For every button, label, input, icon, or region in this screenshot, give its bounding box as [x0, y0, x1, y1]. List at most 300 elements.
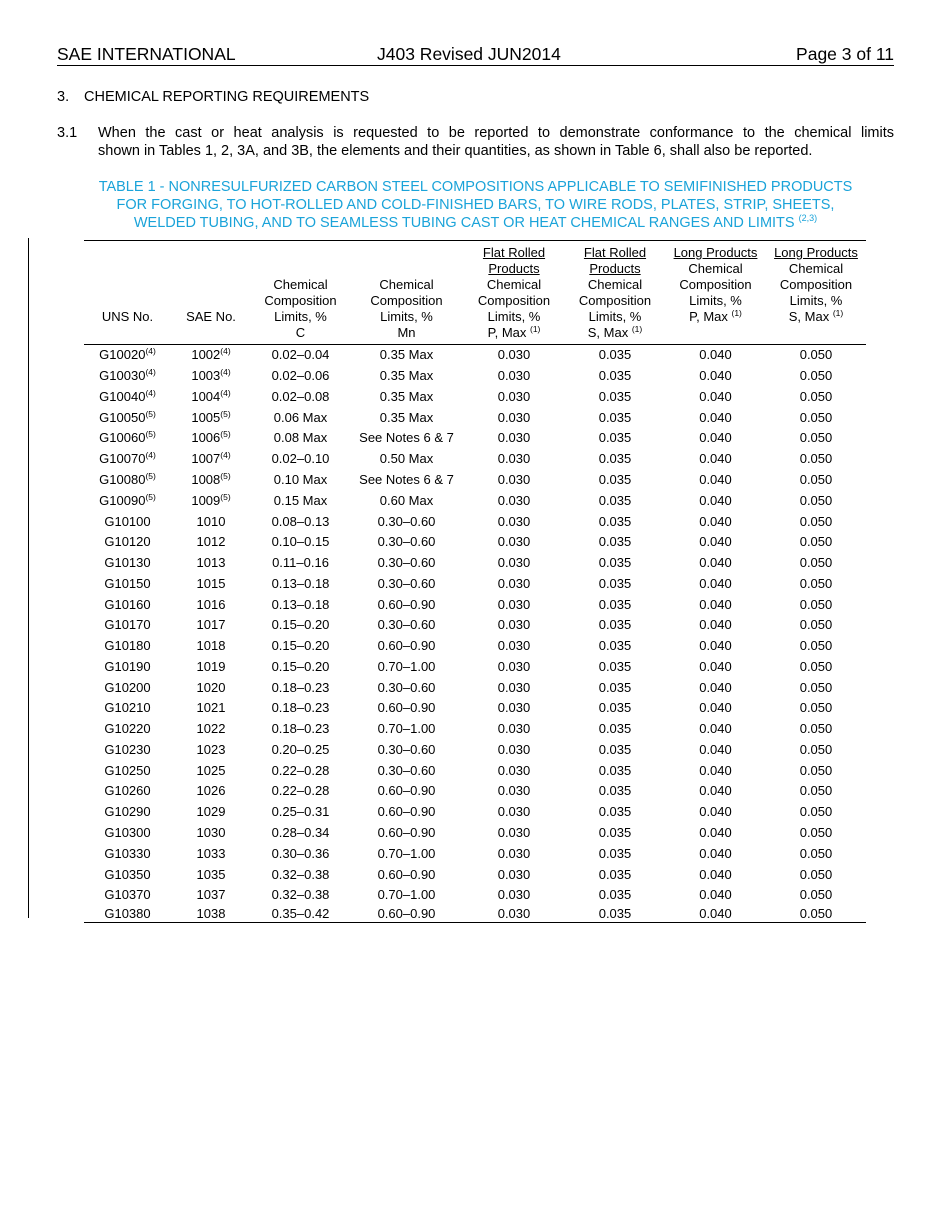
cell-flat-rolled-p-max-value: 0.030	[497, 700, 531, 716]
cell-flat-rolled-p-max	[463, 594, 565, 615]
cell-manganese-value: See Notes 6 & 7	[359, 471, 454, 487]
cell-long-products-s-max-value: 0.050	[799, 638, 833, 654]
cell-uns-no	[84, 573, 171, 594]
cell-sae-no	[171, 387, 251, 408]
cell-uns-no	[84, 407, 171, 428]
cell-uns-no	[84, 906, 171, 923]
cell-manganese	[350, 366, 463, 387]
cell-long-products-s-max-value: 0.050	[799, 368, 833, 384]
cell-flat-rolled-p-max-value: 0.030	[497, 430, 531, 446]
cell-carbon-value: 0.08–0.13	[271, 513, 330, 529]
cell-flat-rolled-s-max	[565, 407, 665, 428]
cell-flat-rolled-p-max	[463, 511, 565, 532]
cell-flat-rolled-p-max	[463, 449, 565, 470]
cell-manganese-value: 0.35 Max	[379, 409, 434, 425]
cell-carbon	[251, 470, 350, 491]
cell-uns-no-value: G10380	[104, 905, 151, 921]
header-note-ref: (1)	[832, 308, 844, 318]
note-ref: (5)	[220, 408, 231, 419]
cell-uns-no	[84, 760, 171, 781]
cell-flat-rolled-s-max-value: 0.035	[598, 804, 632, 820]
cell-flat-rolled-p-max-value: 0.030	[497, 513, 531, 529]
cell-flat-rolled-s-max-value: 0.035	[598, 575, 632, 591]
cell-long-products-p-max	[665, 407, 766, 428]
header-long-products-p	[665, 241, 766, 345]
cell-flat-rolled-s-max	[565, 740, 665, 761]
header-long-products-s-line: Chemical	[788, 261, 844, 276]
note-ref: (5)	[220, 491, 231, 502]
cell-long-products-p-max-value: 0.040	[699, 658, 732, 674]
cell-flat-rolled-p-max-value: 0.030	[497, 824, 531, 840]
cell-long-products-s-max	[766, 698, 866, 719]
cell-flat-rolled-p-max	[463, 553, 565, 574]
cell-manganese	[350, 594, 463, 615]
cell-long-products-s-max-value: 0.050	[799, 388, 833, 404]
header-long-products-p-line: Limits, %	[689, 293, 742, 308]
cell-manganese	[350, 511, 463, 532]
cell-long-products-p-max	[665, 719, 766, 740]
cell-flat-rolled-p-max-value: 0.030	[497, 555, 531, 571]
cell-long-products-p-max	[665, 864, 766, 885]
cell-long-products-s-max-value: 0.050	[799, 905, 833, 921]
cell-long-products-p-max	[665, 823, 766, 844]
cell-long-products-p-max	[665, 656, 766, 677]
header-long-products-p-last	[665, 309, 766, 325]
cell-sae-no-value: 1020	[196, 679, 226, 695]
table-row	[84, 449, 866, 470]
cell-flat-rolled-s-max-value: 0.035	[598, 866, 632, 882]
cell-carbon	[251, 615, 350, 636]
cell-carbon	[251, 387, 350, 408]
header-long-products-s-line: Limits, %	[789, 293, 843, 308]
cell-uns-no-value: G10250	[104, 762, 151, 778]
header-flat-rolled-s-title: Flat Rolled	[583, 245, 647, 260]
cell-sae-no	[171, 573, 251, 594]
cell-sae-no-value: 1013	[196, 555, 226, 571]
cell-long-products-p-max	[665, 532, 766, 553]
cell-uns-no	[84, 740, 171, 761]
cell-carbon	[251, 553, 350, 574]
cell-uns-no-value: G10100	[104, 513, 151, 529]
note-ref: (5)	[145, 429, 156, 440]
cell-long-products-p-max-value: 0.040	[699, 845, 732, 861]
cell-flat-rolled-s-max-value: 0.035	[598, 638, 632, 654]
cell-sae-no	[171, 781, 251, 802]
cell-flat-rolled-p-max	[463, 490, 565, 511]
cell-uns-no	[84, 345, 171, 366]
cell-flat-rolled-p-max-value: 0.030	[497, 388, 531, 404]
cell-long-products-p-max	[665, 428, 766, 449]
cell-carbon-value: 0.15–0.20	[271, 617, 330, 633]
cell-manganese-value: 0.30–0.60	[377, 534, 436, 550]
cell-sae-no	[171, 656, 251, 677]
cell-carbon	[251, 677, 350, 698]
cell-carbon	[251, 823, 350, 844]
cell-sae-no-value: 1010	[196, 513, 226, 529]
cell-long-products-p-max-value: 0.040	[699, 430, 732, 446]
cell-flat-rolled-s-max	[565, 802, 665, 823]
cell-uns-no-value: G10030	[99, 368, 146, 384]
cell-uns-no	[84, 366, 171, 387]
cell-long-products-s-max-value: 0.050	[799, 430, 833, 446]
header-long-products-s-title: Long Products	[774, 245, 858, 260]
cell-flat-rolled-p-max	[463, 906, 565, 923]
note-ref: (4)	[145, 387, 156, 398]
cell-carbon-value: 0.18–0.23	[271, 721, 330, 737]
cell-manganese-value: 0.30–0.60	[377, 741, 436, 757]
cell-long-products-s-max	[766, 864, 866, 885]
header-carbon	[251, 241, 350, 345]
table-row	[84, 781, 866, 802]
paragraph-line-2: shown in Tables 1, 2, 3A, and 3B, the elements and their quantities, as shown in Table 6, shall also be reported.	[98, 143, 813, 159]
cell-carbon	[251, 407, 350, 428]
cell-flat-rolled-s-max	[565, 366, 665, 387]
cell-sae-no	[171, 864, 251, 885]
table-row	[84, 823, 866, 844]
cell-flat-rolled-s-max-value: 0.035	[598, 783, 632, 799]
table-row	[84, 698, 866, 719]
cell-flat-rolled-s-max	[565, 387, 665, 408]
cell-flat-rolled-s-max	[565, 719, 665, 740]
cell-uns-no-value: G10130	[104, 555, 151, 571]
header-manganese-line: Mn	[397, 325, 416, 340]
cell-manganese-value: 0.60–0.90	[377, 824, 436, 840]
table-row	[84, 615, 866, 636]
cell-manganese	[350, 677, 463, 698]
cell-sae-no-value: 1003	[191, 368, 221, 384]
cell-sae-no-value: 1015	[196, 575, 226, 591]
table-title	[57, 178, 894, 232]
cell-carbon	[251, 719, 350, 740]
note-ref: (5)	[145, 491, 156, 502]
cell-flat-rolled-s-max	[565, 553, 665, 574]
cell-long-products-p-max	[665, 366, 766, 387]
cell-flat-rolled-s-max	[565, 698, 665, 719]
cell-carbon-value: 0.32–0.38	[271, 887, 330, 903]
cell-carbon-value: 0.11–0.16	[272, 555, 329, 571]
cell-long-products-p-max-value: 0.040	[699, 824, 732, 840]
cell-manganese-value: 0.60–0.90	[377, 804, 436, 820]
cell-long-products-s-max-value: 0.050	[799, 575, 833, 591]
cell-manganese	[350, 490, 463, 511]
cell-carbon	[251, 781, 350, 802]
cell-uns-no-value: G10370	[104, 887, 151, 903]
cell-long-products-p-max-value: 0.040	[699, 679, 732, 695]
table-title-line-3	[57, 214, 894, 232]
cell-sae-no	[171, 532, 251, 553]
header-manganese-line: Composition	[370, 293, 443, 308]
cell-manganese-value: 0.60–0.90	[377, 783, 436, 799]
header-carbon-line: Chemical	[273, 277, 328, 292]
header-note-ref: (1)	[530, 324, 541, 334]
cell-uns-no-value: G10070	[99, 451, 146, 467]
cell-manganese	[350, 345, 463, 366]
cell-long-products-s-max	[766, 553, 866, 574]
cell-manganese	[350, 719, 463, 740]
cell-sae-no	[171, 906, 251, 923]
cell-long-products-p-max	[665, 615, 766, 636]
cell-long-products-p-max-value: 0.040	[699, 575, 732, 591]
header-flat-rolled-p-line: Chemical	[486, 277, 542, 292]
cell-manganese-value: 0.35 Max	[379, 347, 434, 363]
cell-carbon-value: 0.02–0.10	[271, 451, 330, 467]
cell-long-products-s-max	[766, 470, 866, 491]
table-row	[84, 802, 866, 823]
cell-long-products-p-max-value: 0.040	[699, 388, 732, 404]
cell-carbon-value: 0.30–0.36	[271, 845, 330, 861]
cell-manganese	[350, 449, 463, 470]
section-heading	[57, 88, 369, 106]
cell-uns-no	[84, 719, 171, 740]
header-long-products-p-title: Long Products	[673, 245, 758, 260]
cell-flat-rolled-p-max	[463, 573, 565, 594]
cell-uns-no-value: G10260	[104, 783, 151, 799]
cell-flat-rolled-s-max	[565, 781, 665, 802]
cell-flat-rolled-p-max-value: 0.030	[497, 804, 531, 820]
cell-flat-rolled-p-max-value: 0.030	[497, 534, 531, 550]
cell-flat-rolled-s-max-value: 0.035	[598, 513, 632, 529]
cell-manganese-value: 0.60–0.90	[377, 596, 436, 612]
cell-long-products-s-max-value: 0.050	[799, 783, 833, 799]
cell-long-products-p-max	[665, 553, 766, 574]
cell-flat-rolled-s-max	[565, 594, 665, 615]
note-ref: (5)	[220, 470, 231, 481]
cell-carbon-value: 0.20–0.25	[271, 741, 330, 757]
cell-long-products-p-max-value: 0.040	[699, 887, 732, 903]
cell-manganese	[350, 636, 463, 657]
cell-flat-rolled-s-max	[565, 656, 665, 677]
cell-flat-rolled-s-max-value: 0.035	[598, 492, 632, 508]
cell-flat-rolled-p-max	[463, 864, 565, 885]
cell-long-products-p-max-value: 0.040	[699, 471, 732, 487]
cell-uns-no	[84, 428, 171, 449]
cell-manganese	[350, 885, 463, 906]
cell-flat-rolled-p-max	[463, 823, 565, 844]
cell-flat-rolled-p-max-value: 0.030	[497, 905, 531, 921]
table-title-line-1: TABLE 1 - NONRESULFURIZED CARBON STEEL COMPOSITIONS APPLICABLE TO SEMIFINISHED PRODUCTS	[98, 179, 853, 195]
cell-long-products-s-max-value: 0.050	[799, 887, 833, 903]
table-row	[84, 470, 866, 491]
cell-long-products-p-max-value: 0.040	[699, 783, 732, 799]
cell-flat-rolled-p-max-value: 0.030	[497, 617, 531, 633]
note-ref: (4)	[220, 346, 231, 357]
cell-carbon-value: 0.22–0.28	[271, 783, 330, 799]
table-row	[84, 366, 866, 387]
cell-long-products-p-max-value: 0.040	[699, 492, 732, 508]
cell-long-products-p-max	[665, 511, 766, 532]
cell-flat-rolled-s-max	[565, 511, 665, 532]
cell-long-products-p-max	[665, 636, 766, 657]
cell-uns-no-value: G10080	[99, 471, 146, 487]
cell-flat-rolled-p-max	[463, 843, 565, 864]
cell-sae-no	[171, 885, 251, 906]
header-manganese	[350, 241, 463, 345]
cell-flat-rolled-p-max-value: 0.030	[497, 451, 531, 467]
cell-sae-no-value: 1009	[191, 492, 221, 508]
cell-manganese-value: 0.60 Max	[379, 492, 434, 508]
cell-manganese-value: 0.30–0.60	[377, 513, 436, 529]
header-flat-rolled-p-line: Limits, %	[487, 309, 541, 324]
cell-long-products-s-max-value: 0.050	[799, 679, 833, 695]
table-row	[84, 511, 866, 532]
cell-sae-no	[171, 511, 251, 532]
table-row	[84, 594, 866, 615]
cell-carbon-value: 0.18–0.23	[271, 679, 330, 695]
cell-manganese-value: 0.30–0.60	[377, 575, 436, 591]
cell-long-products-s-max-value: 0.050	[799, 762, 833, 778]
table-row	[84, 760, 866, 781]
note-ref: (4)	[145, 346, 156, 357]
cell-sae-no	[171, 698, 251, 719]
cell-long-products-p-max	[665, 843, 766, 864]
cell-sae-no-value: 1008	[191, 471, 221, 487]
cell-uns-no-value: G10350	[104, 866, 151, 882]
header-flat-rolled-p-last-text: P, Max	[487, 325, 527, 340]
cell-flat-rolled-p-max	[463, 387, 565, 408]
cell-carbon	[251, 843, 350, 864]
cell-sae-no	[171, 636, 251, 657]
cell-long-products-p-max-value: 0.040	[699, 534, 732, 550]
cell-flat-rolled-p-max-value: 0.030	[497, 866, 531, 882]
table-row	[84, 573, 866, 594]
cell-manganese	[350, 407, 463, 428]
cell-flat-rolled-p-max-value: 0.030	[497, 596, 531, 612]
cell-sae-no-value: 1037	[196, 887, 226, 903]
paragraph-number: 3.1	[57, 125, 78, 141]
cell-flat-rolled-s-max-value: 0.035	[598, 824, 632, 840]
paragraph-body	[98, 124, 894, 160]
cell-carbon	[251, 532, 350, 553]
cell-long-products-p-max	[665, 490, 766, 511]
cell-flat-rolled-p-max	[463, 885, 565, 906]
cell-carbon	[251, 511, 350, 532]
note-ref: (4)	[145, 450, 156, 461]
cell-uns-no-value: G10330	[104, 845, 151, 861]
cell-long-products-p-max-value: 0.040	[699, 596, 732, 612]
cell-sae-no	[171, 719, 251, 740]
cell-long-products-p-max	[665, 885, 766, 906]
cell-flat-rolled-p-max-value: 0.030	[497, 887, 531, 903]
table-title-line-3-text: WELDED TUBING, AND TO SEAMLESS TUBING CAST OR HEAT CHEMICAL RANGES AND LIMITS	[133, 215, 795, 231]
cell-long-products-p-max-value: 0.040	[699, 762, 732, 778]
cell-long-products-s-max-value: 0.050	[799, 555, 833, 571]
cell-long-products-s-max-value: 0.050	[799, 741, 833, 757]
cell-carbon-value: 0.10 Max	[273, 471, 328, 487]
cell-flat-rolled-s-max-value: 0.035	[598, 700, 632, 716]
cell-long-products-p-max	[665, 802, 766, 823]
cell-long-products-s-max-value: 0.050	[799, 804, 833, 820]
cell-flat-rolled-s-max-value: 0.035	[598, 347, 632, 363]
cell-manganese	[350, 740, 463, 761]
cell-uns-no	[84, 781, 171, 802]
cell-flat-rolled-p-max-value: 0.030	[497, 845, 531, 861]
cell-sae-no-value: 1038	[196, 905, 226, 921]
cell-carbon	[251, 449, 350, 470]
cell-long-products-p-max-value: 0.040	[699, 721, 732, 737]
cell-long-products-s-max-value: 0.050	[799, 700, 833, 716]
cell-carbon-value: 0.13–0.18	[271, 575, 330, 591]
cell-uns-no-value: G10300	[104, 824, 151, 840]
cell-uns-no	[84, 656, 171, 677]
cell-flat-rolled-p-max-value: 0.030	[497, 783, 531, 799]
table-title-line-2: FOR FORGING, TO HOT-ROLLED AND COLD-FINISHED BARS, TO WIRE RODS, PLATES, STRIP, SHEETS,	[116, 197, 835, 213]
cell-carbon-value: 0.08 Max	[273, 430, 328, 446]
table-row	[84, 719, 866, 740]
cell-sae-no-value: 1033	[196, 845, 226, 861]
cell-long-products-s-max	[766, 428, 866, 449]
cell-long-products-s-max	[766, 594, 866, 615]
cell-long-products-p-max	[665, 594, 766, 615]
cell-carbon-value: 0.15–0.20	[271, 638, 330, 654]
cell-flat-rolled-p-max-value: 0.030	[497, 575, 531, 591]
table-row	[84, 677, 866, 698]
cell-manganese-value: 0.60–0.90	[377, 866, 436, 882]
header-carbon-line: Composition	[264, 293, 337, 308]
cell-sae-no	[171, 366, 251, 387]
cell-flat-rolled-p-max-value: 0.030	[497, 347, 531, 363]
cell-flat-rolled-s-max	[565, 677, 665, 698]
cell-long-products-s-max-value: 0.050	[799, 534, 833, 550]
cell-manganese-value: See Notes 6 & 7	[359, 430, 454, 446]
cell-uns-no	[84, 532, 171, 553]
cell-flat-rolled-s-max	[565, 843, 665, 864]
table-row	[84, 906, 866, 923]
cell-flat-rolled-p-max	[463, 719, 565, 740]
cell-uns-no-value: G10090	[99, 492, 146, 508]
cell-sae-no	[171, 677, 251, 698]
cell-carbon	[251, 760, 350, 781]
cell-uns-no	[84, 490, 171, 511]
cell-sae-no	[171, 615, 251, 636]
cell-sae-no-value: 1002	[191, 347, 221, 363]
cell-flat-rolled-p-max-value: 0.030	[497, 658, 531, 674]
cell-sae-no-value: 1005	[191, 409, 221, 425]
cell-manganese	[350, 553, 463, 574]
cell-long-products-p-max-value: 0.040	[699, 409, 732, 425]
cell-carbon	[251, 740, 350, 761]
cell-manganese-value: 0.35 Max	[379, 368, 434, 384]
cell-sae-no-value: 1021	[196, 700, 226, 716]
table-title-note-ref: (2,3)	[798, 213, 818, 223]
cell-sae-no	[171, 843, 251, 864]
cell-carbon	[251, 906, 350, 923]
header-flat-rolled-p-title: Products	[488, 261, 540, 276]
cell-long-products-s-max-value: 0.050	[799, 658, 833, 674]
cell-carbon	[251, 366, 350, 387]
table-row	[84, 345, 866, 366]
cell-manganese	[350, 573, 463, 594]
cell-long-products-s-max	[766, 760, 866, 781]
cell-uns-no-value: G10020	[99, 347, 146, 363]
header-flat-rolled-s	[565, 241, 665, 345]
cell-flat-rolled-s-max-value: 0.035	[598, 368, 632, 384]
header-spacer	[665, 325, 766, 341]
cell-flat-rolled-p-max	[463, 428, 565, 449]
cell-long-products-s-max-value: 0.050	[799, 513, 833, 529]
cell-flat-rolled-s-max	[565, 449, 665, 470]
table-row	[84, 656, 866, 677]
cell-long-products-s-max	[766, 906, 866, 923]
cell-long-products-p-max-value: 0.040	[699, 866, 732, 882]
cell-uns-no-value: G10150	[104, 575, 151, 591]
cell-long-products-s-max-value: 0.050	[799, 845, 833, 861]
cell-long-products-s-max	[766, 802, 866, 823]
table-row	[84, 885, 866, 906]
cell-flat-rolled-s-max	[565, 428, 665, 449]
cell-manganese	[350, 906, 463, 923]
paragraph-line-1: When the cast or heat analysis is requested to be reported to demonstrate conformance to the chemical limits	[98, 125, 894, 141]
cell-long-products-p-max	[665, 449, 766, 470]
